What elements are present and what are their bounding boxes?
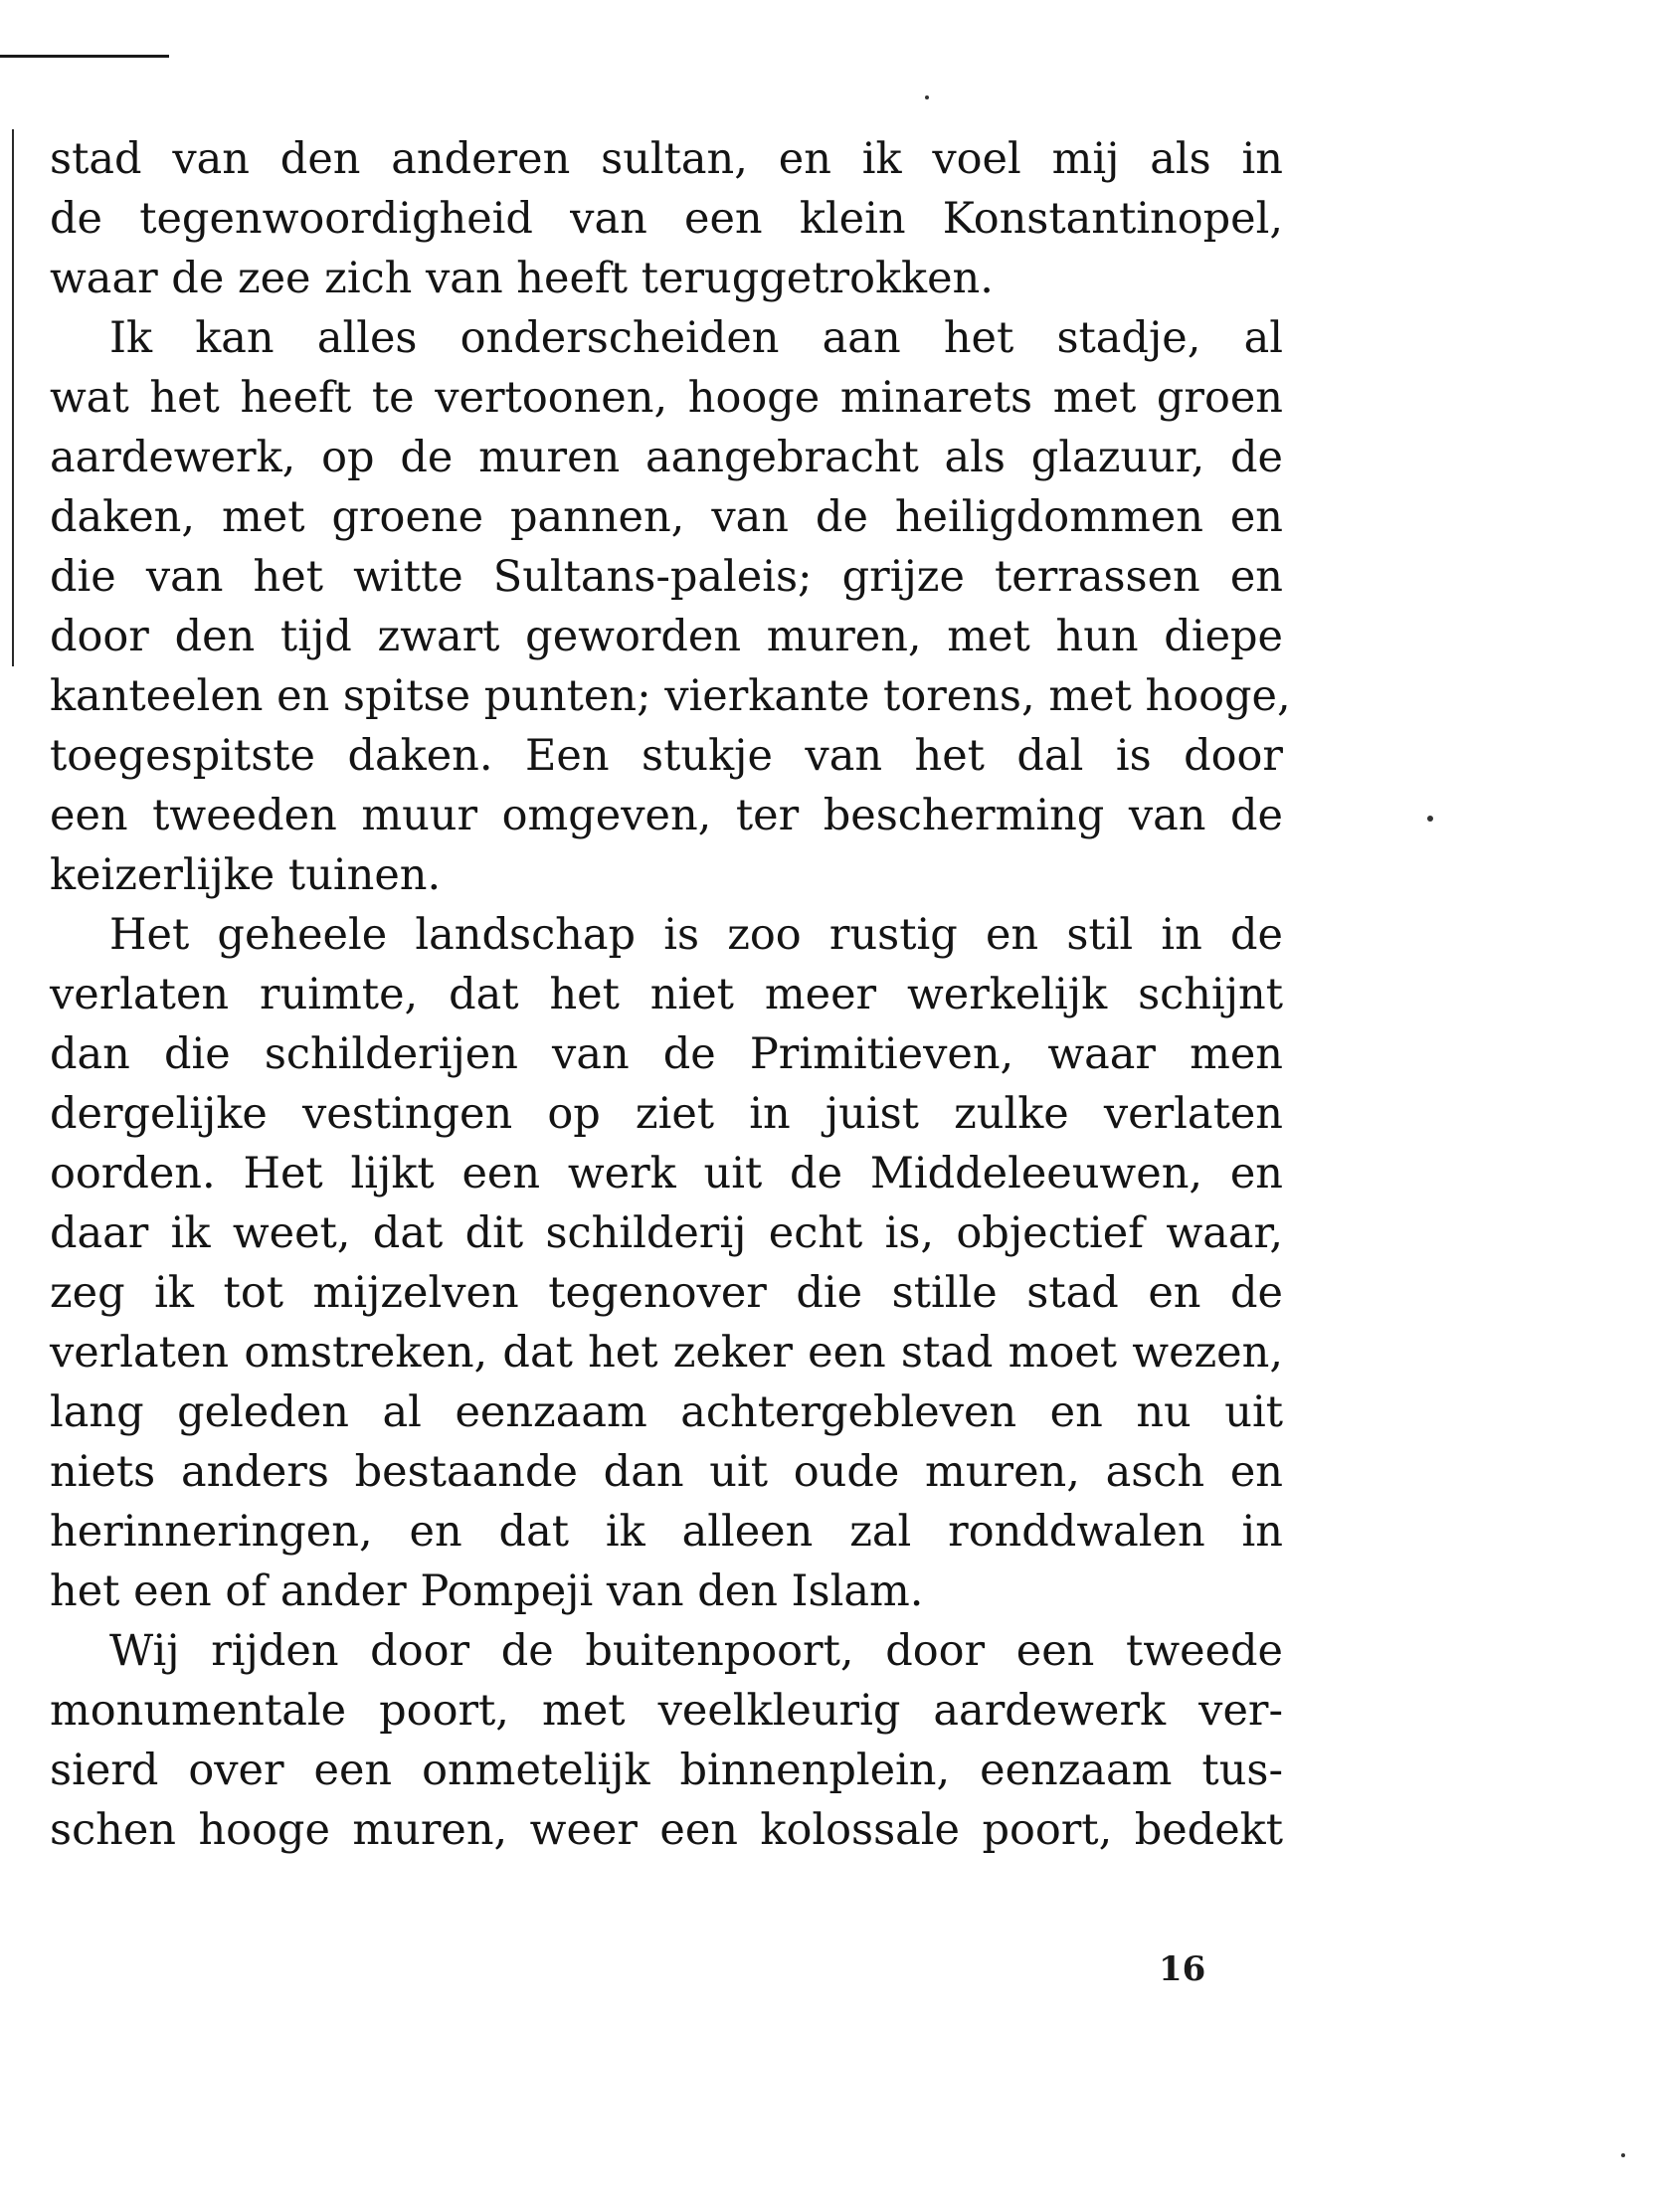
text-line: daar ik weet, dat dit schilderij echt is, objectief waar, [50,1208,1283,1258]
text-line: Ik kan alles onderscheiden aan het stadje, al [109,313,1283,363]
text-line: het een of ander Pompeji van den Islam. [50,1567,924,1616]
text-line: keizerlijke tuinen. [50,850,442,900]
text-line: kanteelen en spitse punten; vierkante torens, met hooge, [50,671,1291,721]
text-line: monumentale poort, met veelkleurig aardewerk ver- [50,1686,1283,1736]
text-line: de tegenwoordigheid van een klein Konstantinopel, [50,194,1283,244]
page-body-text [50,129,1291,1860]
text-line: verlaten omstreken, dat het zeker een stad moet wezen, [50,1328,1283,1378]
margin-line [12,129,14,666]
text-line: daken, met groene pannen, van de heiligdommen en [50,492,1283,542]
text-line: dan die schilderijen van de Primitieven, waar men [50,1029,1283,1079]
text-line: door den tijd zwart geworden muren, met hun diepe [50,612,1283,661]
text-line: aardewerk, op de muren aangebracht als glazuur, de [50,433,1283,482]
text-line: zeg ik tot mijzelven tegenover die stille stad en de [50,1268,1283,1318]
text-line: niets anders bestaande dan uit oude muren, asch en [50,1447,1283,1497]
text-line: Het geheele landschap is zoo rustig en stil in de [109,910,1283,960]
text-line: dergelijke vestingen op ziet in juist zulke verlaten [50,1089,1283,1139]
text-line: herinneringen, en dat ik alleen zal ronddwalen in [50,1507,1283,1557]
text-line: sierd over een onmetelijk binnenplein, eenzaam tus- [50,1746,1283,1795]
header-rule [0,55,169,58]
text-line: schen hooge muren, weer een kolossale poort, bedekt [50,1805,1283,1855]
page-number: 16 [1159,1949,1206,1989]
text-line: stad van den anderen sultan, en ik voel mij als in [50,134,1283,184]
text-line: lang geleden al eenzaam achtergebleven en nu uit [50,1387,1283,1437]
text-line: oorden. Het lijkt een werk uit de Middeleeuwen, en [50,1149,1283,1198]
scan-speck [1621,2153,1625,2157]
text-line: wat het heeft te vertoonen, hooge minarets met groen [50,373,1283,423]
text-line: toegespitste daken. Een stukje van het dal is door [50,731,1283,781]
scan-speck [925,95,929,99]
text-line: Wij rijden door de buitenpoort, door een tweede [109,1626,1283,1676]
text-line: een tweeden muur omgeven, ter bescherming van de [50,791,1283,840]
text-line: die van het witte Sultans-paleis; grijze terrassen en [50,552,1283,602]
scan-speck [1427,816,1433,822]
text-line: waar de zee zich van heeft teruggetrokken. [50,254,994,303]
text-line: verlaten ruimte, dat het niet meer werkelijk schijnt [50,970,1283,1019]
